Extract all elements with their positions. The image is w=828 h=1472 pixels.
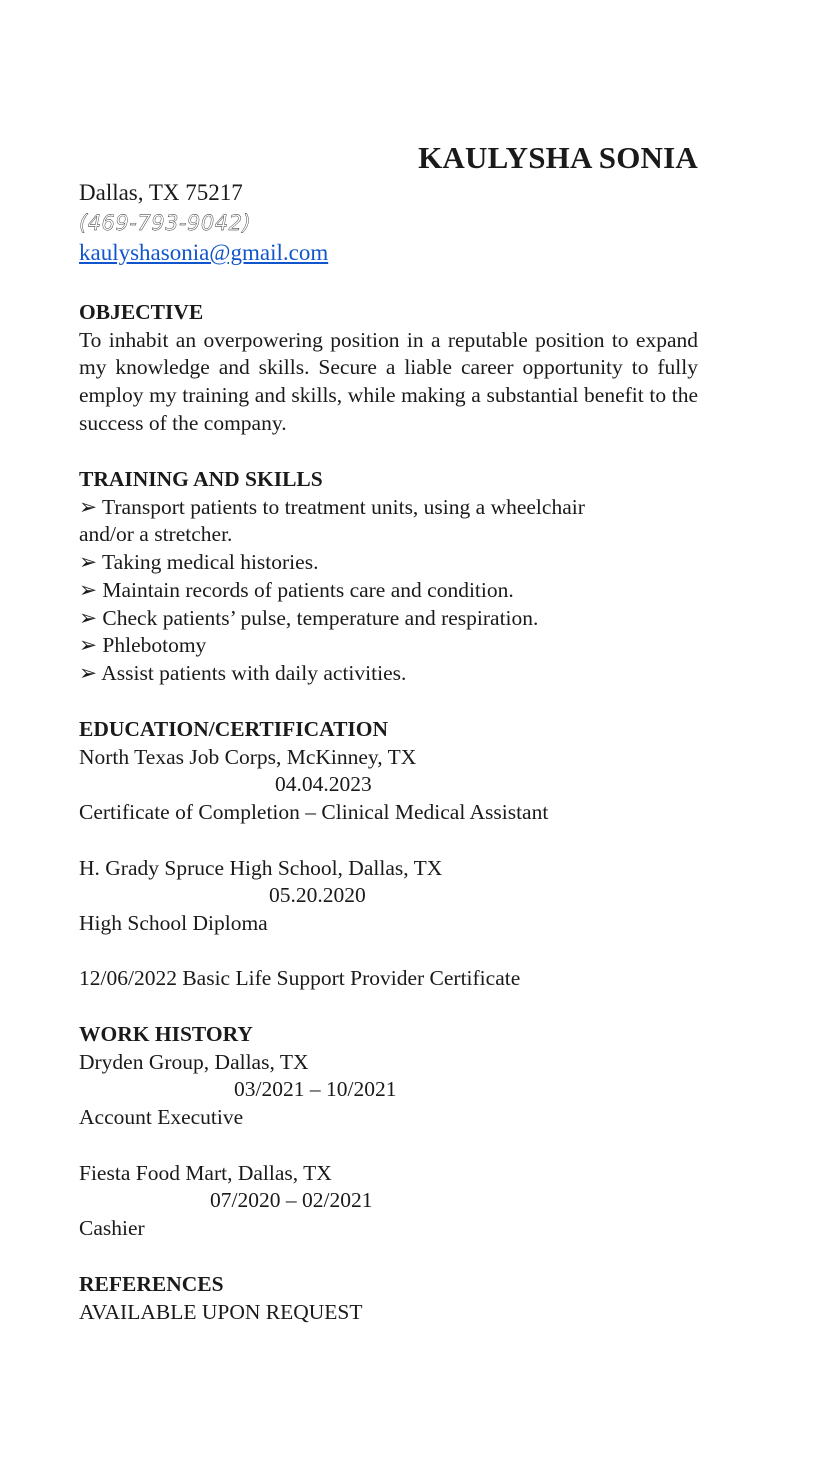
phone-number: (469-793-9042) — [79, 211, 252, 235]
contact-block — [79, 178, 328, 268]
references-section — [79, 1271, 698, 1326]
objective-section — [79, 299, 698, 438]
bullet-arrow-icon: ➢ — [79, 605, 98, 630]
work-employer: Fiesta Food Mart, Dallas, TX — [79, 1160, 332, 1185]
bullet-arrow-icon: ➢ — [79, 494, 98, 519]
skill-item: ➢ Transport patients to treatment units, using a wheelchair — [79, 494, 585, 519]
skill-item: ➢ Maintain records of patients care and condition. — [79, 577, 514, 602]
work-section — [79, 1021, 698, 1243]
education-credential: High School Diploma — [79, 910, 268, 935]
skill-item: ➢ Check patients’ pulse, temperature and respiration. — [79, 605, 539, 630]
objective-text: To inhabit an overpowering position in a reputable position to expand my knowledge and skills. Secure a liable career opportunity to fully employ my training and skills, while making a substantial benefit to the success of the company. — [79, 327, 698, 435]
objective-heading: OBJECTIVE — [79, 300, 204, 324]
skill-item-continuation: and/or a stretcher. — [79, 522, 233, 547]
education-date: 05.20.2020 — [269, 883, 366, 908]
applicant-name: KAULYSHA SONIA — [418, 140, 698, 175]
references-heading: REFERENCES — [79, 1272, 224, 1296]
work-dates: 03/2021 – 10/2021 — [234, 1077, 397, 1102]
bullet-arrow-icon: ➢ — [79, 550, 98, 575]
skills-section — [79, 466, 698, 688]
education-date: 04.04.2023 — [275, 772, 372, 797]
work-heading: WORK HISTORY — [79, 1022, 253, 1046]
education-heading: EDUCATION/CERTIFICATION — [79, 717, 389, 741]
certificate-line: 12/06/2022 Basic Life Support Provider Certificate — [79, 966, 521, 991]
education-credential: Certificate of Completion – Clinical Medical Assistant — [79, 800, 549, 825]
skill-item: ➢ Assist patients with daily activities. — [79, 660, 407, 685]
work-title: Account Executive — [79, 1105, 244, 1130]
skills-heading: TRAINING AND SKILLS — [79, 467, 323, 491]
education-institution: H. Grady Spruce High School, Dallas, TX — [79, 855, 443, 880]
work-dates: 07/2020 – 02/2021 — [210, 1188, 373, 1213]
email-link[interactable]: kaulyshasonia@gmail.com — [79, 240, 329, 265]
address: Dallas, TX 75217 — [79, 180, 243, 205]
bullet-arrow-icon: ➢ — [79, 633, 98, 658]
work-title: Cashier — [79, 1215, 145, 1240]
skill-item: ➢ Taking medical histories. — [79, 550, 319, 575]
work-employer: Dryden Group, Dallas, TX — [79, 1049, 309, 1074]
references-text: AVAILABLE UPON REQUEST — [79, 1299, 363, 1324]
skill-item: ➢ Phlebotomy — [79, 633, 207, 658]
education-section — [79, 716, 698, 993]
bullet-arrow-icon: ➢ — [79, 660, 98, 685]
bullet-arrow-icon: ➢ — [79, 577, 98, 602]
education-institution: North Texas Job Corps, McKinney, TX — [79, 744, 417, 769]
